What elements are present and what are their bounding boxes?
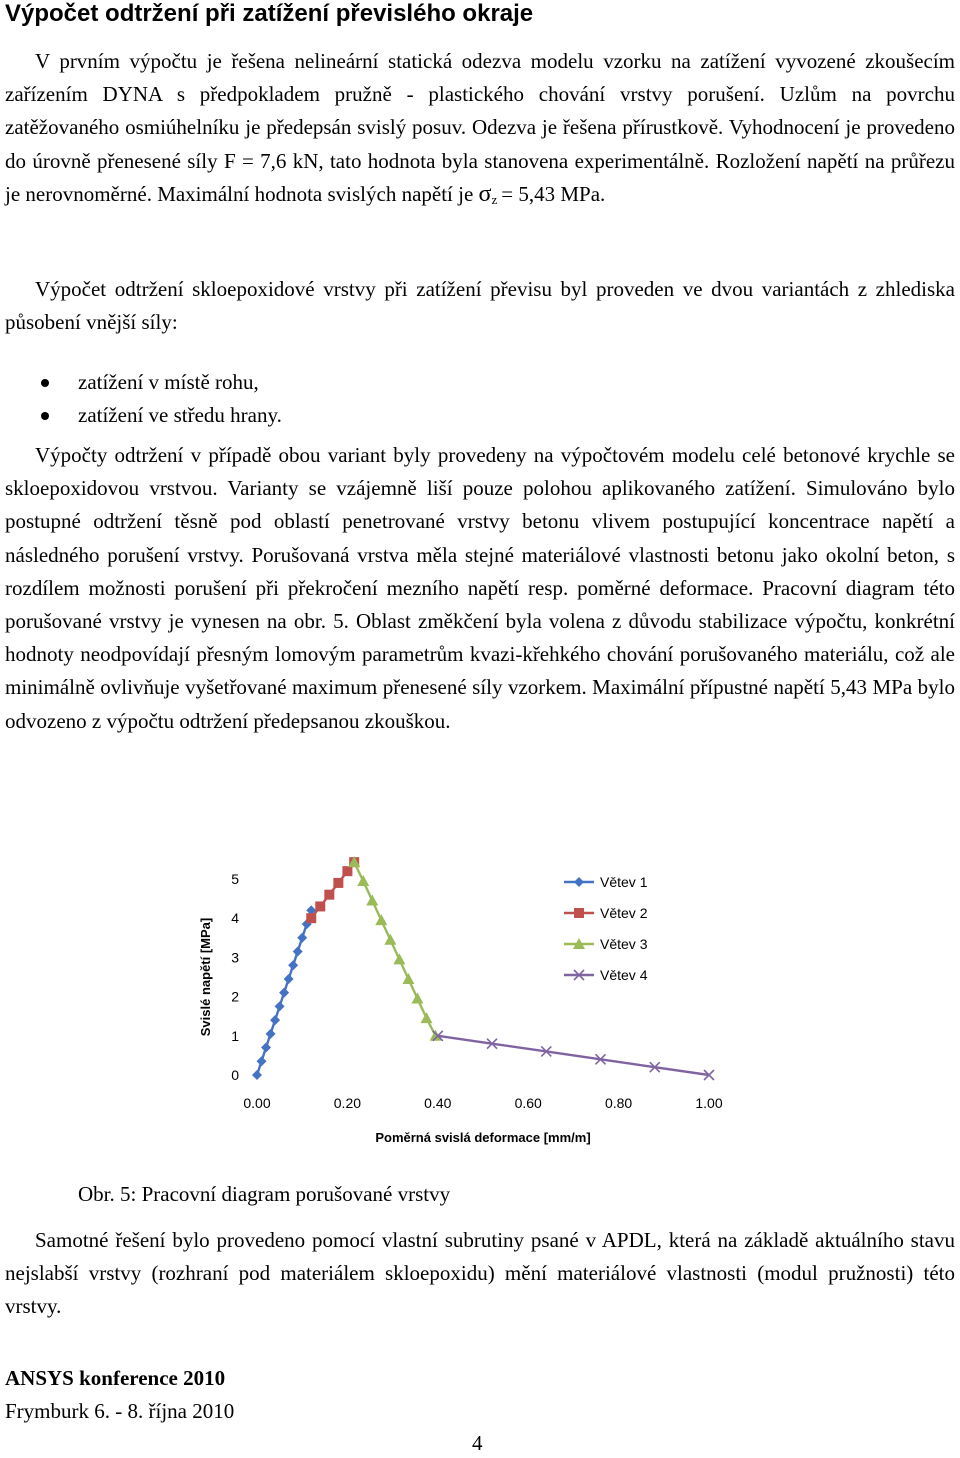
x-tick-label: 1.00 bbox=[695, 1095, 723, 1111]
data-point bbox=[261, 1043, 271, 1053]
data-point bbox=[293, 947, 303, 957]
legend-entry: Větev 4 bbox=[600, 967, 648, 983]
data-point bbox=[366, 895, 378, 906]
paragraph-4-text: Samotné řešení bylo provedeno pomocí vlastní subrutiny psané v APDL, která na základě aktuálního stavu nejslabší vrstvy (rozhraní pod materiálem skloepoxidu) mění materiálové vlastnosti (modul pružnosti) této vrstvy. bbox=[5, 1228, 955, 1319]
data-point bbox=[306, 913, 316, 923]
data-point bbox=[384, 934, 396, 945]
data-point bbox=[421, 1012, 433, 1023]
x-tick-label: 0.20 bbox=[333, 1095, 362, 1111]
sigma-symbol: σ bbox=[478, 180, 492, 207]
data-point bbox=[288, 960, 298, 970]
x-tick-label: 0.00 bbox=[243, 1095, 271, 1111]
paragraph-3-text: Výpočty odtržení v případě obou variant byly provedeny na výpočtovém modelu celé betonové krychle se skloepoxidovou vrstvou. Varianty se vzájemně liší pouze polohou aplikovaného zatížení. Simulováno bylo postupné odtržení těsně pod oblastí penetrované vrstvy betonu vlivem postupující koncentrace napětí a následného porušení vrstvy. Porušovaná vrstva měla stejné materiálové vlastnosti betonu jako okolní beton, s rozdílem možnosti porušení při překročení mezního napětí resp. poměrné deformace. Pracovní diagram této porušované vrstvy je vynesen na obr. 5. Oblast změkčení byla volena z důvodu stabilizace výpočtu, konkrétní hodnoty neodpovídají přesným lomovým parametrům kvazi-křehkého chování porušovaného materiálu, což ale minimálně ovlivňuje vyšetřované maximum přenesené síly vzorkem. Maximální přípustné napětí 5,43 MPa bylo odvozeno z výpočtu odtržení předepsanou zkouškou. bbox=[5, 443, 955, 733]
data-point bbox=[393, 953, 405, 964]
list-item: zatížení v místě rohu, bbox=[0, 366, 282, 399]
data-point bbox=[402, 973, 414, 984]
figure-caption: Obr. 5: Pracovní diagram porušované vrstvy bbox=[78, 1182, 451, 1206]
data-point bbox=[574, 877, 584, 887]
page-number: 4 bbox=[472, 1431, 483, 1455]
data-point bbox=[324, 890, 334, 900]
paragraph-1 bbox=[5, 45, 955, 216]
stress-strain-chart bbox=[190, 845, 723, 1145]
y-axis-label: Svislé napětí [MPa] bbox=[198, 917, 213, 1037]
data-point bbox=[375, 914, 387, 925]
y-tick-label: 1 bbox=[231, 1027, 239, 1044]
bullet-icon bbox=[41, 379, 49, 387]
paragraph-1-text: V prvním výpočtu je řešena nelineární statická odezva modelu vzorku na zatížení vyvozené zkoušecím zařízením DYNA s předpokladem pružně - plastického chování vrstvy porušení. Uzlům na povrchu zatěžovaného osmiúhelníku je předepsán svislý posuv. Odezva je řešena přírustkově. Vyhodnocení je provedeno do úrovně přenesené síly F = 7,6 kN, tato hodnota byla stanovena experimentálně. Rozložení napětí na průřezu je nerovnoměrné. Maximální hodnota svislých napětí je bbox=[5, 49, 955, 206]
series-line-3 bbox=[354, 862, 435, 1036]
data-point bbox=[411, 993, 423, 1004]
data-point bbox=[284, 974, 294, 984]
data-point bbox=[333, 878, 343, 888]
y-tick-label: 5 bbox=[231, 871, 239, 887]
paragraph-1-tail: = 5,43 MPa. bbox=[501, 181, 606, 206]
paragraph-3 bbox=[5, 439, 955, 738]
paragraph-4 bbox=[5, 1224, 955, 1324]
data-point bbox=[315, 901, 325, 911]
chart-svg bbox=[190, 845, 723, 1145]
data-point bbox=[270, 1015, 280, 1025]
series-line-4 bbox=[438, 1036, 709, 1075]
list-item: zatížení ve středu hrany. bbox=[0, 399, 282, 432]
x-axis-label: Poměrná svislá deformace [mm/m] bbox=[375, 1130, 591, 1145]
data-point bbox=[279, 988, 289, 998]
x-tick-label: 0.40 bbox=[424, 1095, 452, 1111]
data-point bbox=[357, 875, 369, 886]
data-point bbox=[342, 866, 352, 876]
x-tick-label: 0.60 bbox=[514, 1095, 542, 1111]
data-point bbox=[275, 1001, 285, 1011]
data-point bbox=[257, 1056, 267, 1066]
y-tick-label: 0 bbox=[231, 1067, 239, 1083]
data-point bbox=[297, 933, 307, 943]
paragraph-2-text: Výpočet odtržení skloepoxidové vrstvy při zatížení převisu byl proveden ve dvou variantách z zhlediska působení vnější síly: bbox=[5, 277, 955, 335]
x-tick-label: 0.80 bbox=[604, 1095, 633, 1111]
bullet-icon bbox=[41, 412, 49, 420]
y-tick-label: 4 bbox=[231, 910, 239, 927]
section-heading: Výpočet odtržení při zatížení převislého okraje bbox=[5, 0, 534, 27]
data-point bbox=[574, 908, 584, 918]
paragraph-2 bbox=[5, 273, 955, 339]
footer-place-date: Frymburk 6. - 8. října 2010 bbox=[5, 1399, 235, 1423]
data-point bbox=[266, 1029, 276, 1039]
legend-entry: Větev 2 bbox=[600, 905, 648, 921]
data-point bbox=[252, 1070, 262, 1080]
y-tick-label: 3 bbox=[231, 949, 239, 966]
footer-conference: ANSYS konference 2010 bbox=[5, 1366, 226, 1390]
bullet-list bbox=[0, 366, 282, 432]
y-tick-label: 2 bbox=[231, 988, 239, 1005]
legend-entry: Větev 3 bbox=[600, 936, 648, 952]
sigma-subscript: z bbox=[491, 191, 498, 207]
legend-entry: Větev 1 bbox=[600, 874, 648, 890]
